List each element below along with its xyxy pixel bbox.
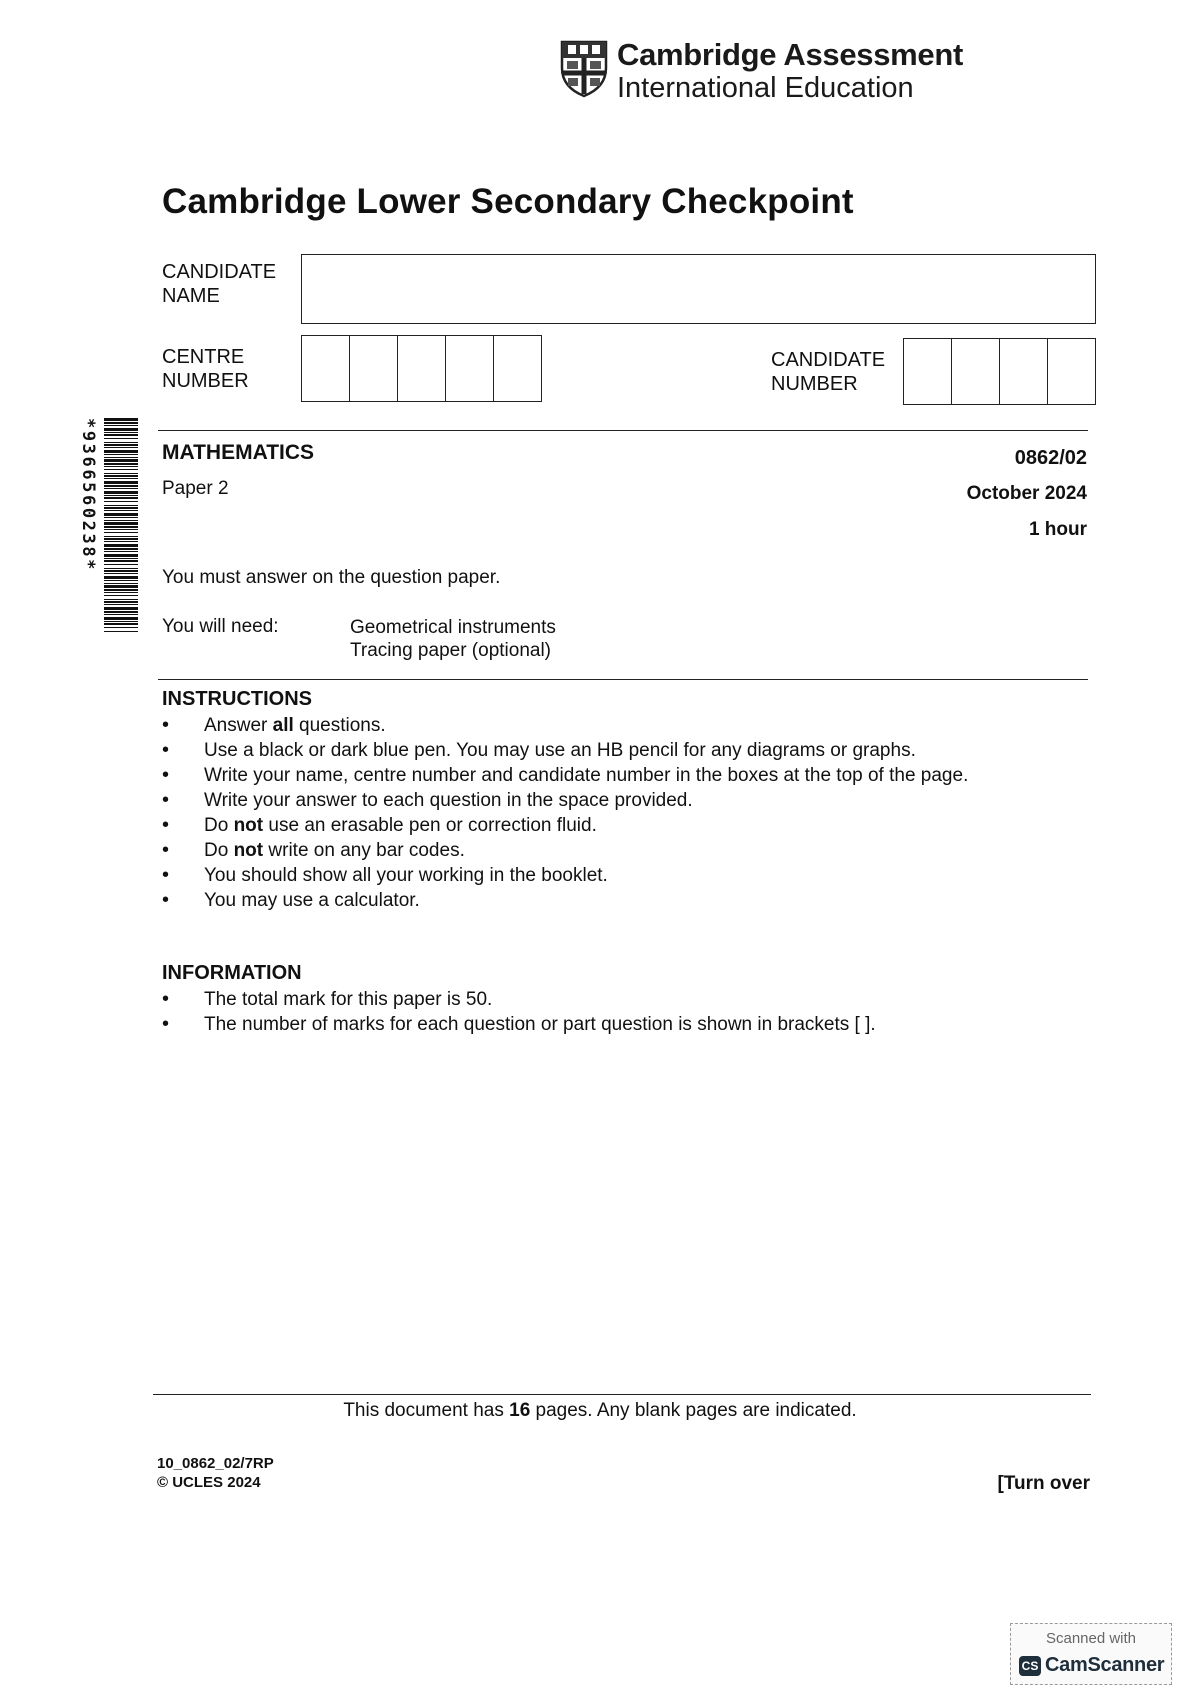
divider [158,679,1088,680]
list-item: • You may use a calculator. [162,888,968,913]
page-title: Cambridge Lower Secondary Checkpoint [162,182,854,221]
centre-number-cell[interactable] [350,336,398,401]
candidate-name-field[interactable] [301,254,1096,324]
ref-code: 10_0862_02/7RP [157,1455,274,1472]
candidate-number-cell[interactable] [952,339,1000,404]
label-line: CANDIDATE [162,261,277,283]
barcode-digits: *9366560238* [78,418,98,573]
org-name [617,38,963,104]
scanner-brand: CamScanner [1045,1654,1165,1676]
need-list [350,616,556,662]
information-heading: INFORMATION [162,962,302,984]
instructions-heading: INSTRUCTIONS [162,688,312,710]
candidate-number-cell[interactable] [1048,339,1095,404]
org-name-line1: Cambridge Assessment [617,37,964,72]
cambridge-logo [560,37,964,104]
org-name-line2: International Education [617,72,914,104]
exam-session: October 2024 [966,483,1087,504]
scanner-watermark [1010,1623,1172,1685]
information-list [162,987,876,1037]
candidate-number-label [771,348,885,396]
candidate-number-cell[interactable] [904,339,952,404]
divider [153,1394,1091,1395]
subject: MATHEMATICS [162,441,315,464]
camscanner-icon: CS [1019,1656,1041,1676]
divider [158,430,1088,431]
candidate-number-field[interactable] [903,338,1096,405]
list-item: • Do not use an erasable pen or correction fluid. [162,813,968,838]
candidate-name-label [162,260,276,308]
label-line: NAME [162,285,220,307]
need-label: You will need: [162,616,279,637]
copyright: © UCLES 2024 [157,1474,261,1491]
list-item: • Write your answer to each question in the space provided. [162,788,968,813]
candidate-number-cell[interactable] [1000,339,1048,404]
list-item: • Write your name, centre number and candidate number in the boxes at the top of the page. [162,763,968,788]
shield-crest-icon [560,40,608,98]
answer-note: You must answer on the question paper. [162,567,501,588]
paper-number: Paper 2 [162,478,229,499]
document-reference [157,1454,274,1492]
centre-number-cell[interactable] [446,336,494,401]
list-item: • The number of marks for each question or part question is shown in brackets [ ]. [162,1012,876,1037]
centre-number-label [162,345,249,393]
paper-code: 0862/02 [1014,447,1087,469]
scanner-caption: Scanned with [1045,1630,1137,1647]
centre-number-field[interactable] [301,335,542,402]
centre-number-cell[interactable] [398,336,446,401]
need-item: Geometrical instruments [350,617,556,638]
turn-over: [Turn over [997,1473,1090,1494]
label-line: CENTRE [162,346,245,368]
centre-number-cell[interactable] [494,336,541,401]
page-count-note: This document has 16 pages. Any blank pages are indicated. [343,1400,857,1421]
list-item: • You should show all your working in the booklet. [162,863,968,888]
label-line: NUMBER [771,373,858,395]
list-item: • Use a black or dark blue pen. You may use an HB pencil for any diagrams or graphs. [162,738,968,763]
exam-duration: 1 hour [1028,519,1087,540]
list-item: • Answer all questions. [162,713,968,738]
instructions-list [162,713,968,913]
label-line: CANDIDATE [771,349,886,371]
list-item: • Do not write on any bar codes. [162,838,968,863]
centre-number-cell[interactable] [302,336,350,401]
list-item: • The total mark for this paper is 50. [162,987,876,1012]
need-item: Tracing paper (optional) [350,640,552,661]
label-line: NUMBER [162,370,249,392]
